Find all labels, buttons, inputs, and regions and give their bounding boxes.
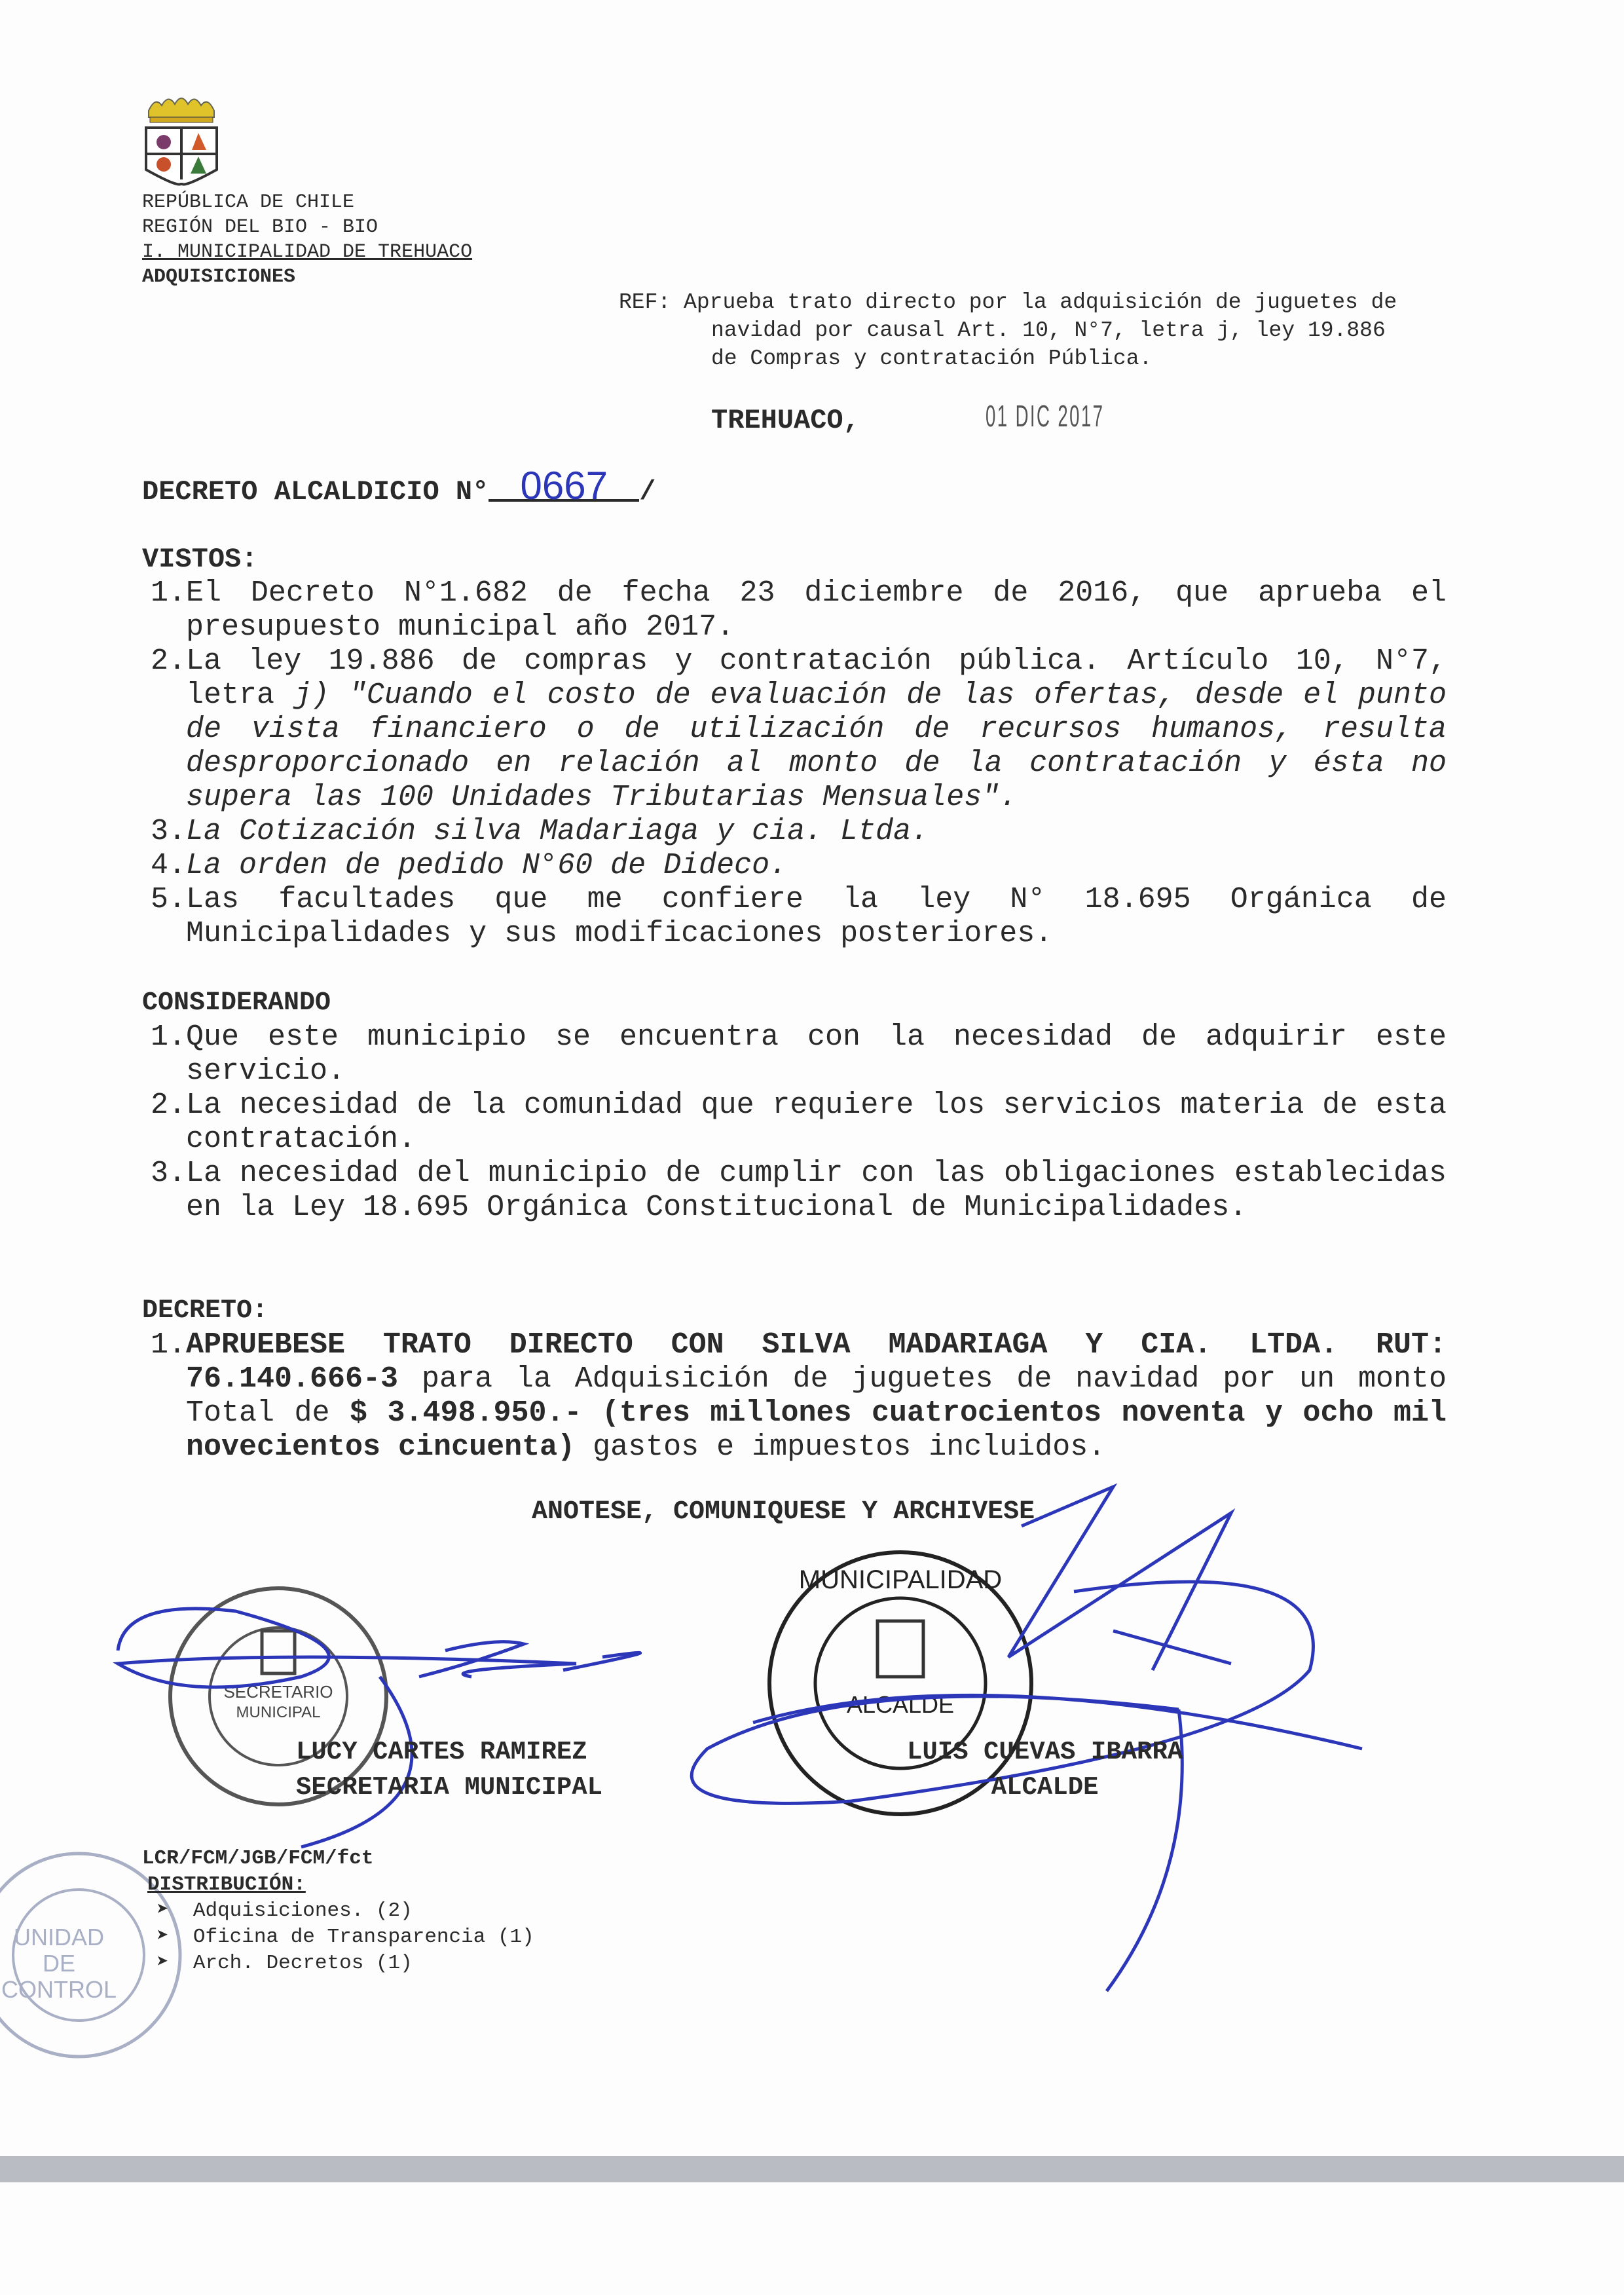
distribution-item-text: Oficina de Transparencia (1) [193, 1926, 534, 1949]
item-number: 5. [150, 883, 186, 916]
item-text: gastos e impuestos incluidos. [575, 1430, 1106, 1464]
list-item [142, 1157, 1504, 1225]
distribution-block [142, 1846, 534, 1977]
secretary-signature [105, 1572, 733, 1847]
secretary-name: LUCY CARTES RAMIREZ [296, 1738, 587, 1766]
decreto-section [142, 1294, 1504, 1465]
considerando-title: CONSIDERANDO [142, 988, 331, 1018]
decree-suffix: / [639, 476, 656, 508]
svg-text:SECRETARIO: SECRETARIO [223, 1682, 333, 1702]
mayor-name: LUIS CUEVAS IBARRA [907, 1738, 1183, 1766]
arrow-bullet-icon: ➤ [157, 1952, 193, 1975]
item-number: 2. [150, 1089, 186, 1122]
item-number: 3. [150, 815, 186, 848]
decree-number-handwritten: 0667 [489, 473, 639, 502]
item-number: 2. [150, 644, 186, 678]
ref-label: REF: [619, 290, 671, 314]
mayor-role: ALCALDE [991, 1773, 1099, 1802]
distribution-item-text: Arch. Decretos (1) [193, 1952, 413, 1975]
vistos-section [142, 542, 1504, 951]
item-number: 1. [150, 1328, 186, 1362]
item-text: para la Adquisición de juguetes de navidad por un monto Total de [186, 1362, 1447, 1430]
decree-label: DECRETO ALCALDICIO N° [142, 476, 489, 508]
distribution-item [142, 1898, 534, 1924]
vistos-title: VISTOS: [142, 544, 258, 575]
svg-text:MUNICIPALIDAD: MUNICIPALIDAD [798, 1565, 1003, 1594]
item-number: 1. [150, 1020, 186, 1054]
ref-line: Aprueba trato directo por la adquisición de juguetes de [684, 290, 1397, 314]
municipal-crest-logo [142, 91, 221, 186]
closing-formula: ANOTESE, COMUNIQUESE Y ARCHIVESE [532, 1497, 1035, 1527]
item-text: La orden de pedido N°60 de Dideco. [186, 849, 788, 882]
list-item [142, 1089, 1504, 1157]
distribution-item [142, 1950, 534, 1977]
item-text: Las facultades que me confiere la ley N° 18.695 Orgánica de Municipalidades y sus modificaciones posteriores. [186, 883, 1447, 950]
item-text: La necesidad del municipio de cumplir con las obligaciones establecidas en la Ley 18.695 Orgánica Constitucional de Municipalidades. [186, 1157, 1447, 1224]
considerando-section [142, 986, 1504, 1225]
item-number: 4. [150, 849, 186, 882]
distribution-item [142, 1924, 534, 1950]
svg-text:UNIDAD: UNIDAD [13, 1924, 105, 1950]
scan-edge-band [0, 2156, 1624, 2182]
list-item [142, 1328, 1504, 1465]
date-stamp: 01 DIC 2017 [986, 399, 1105, 433]
item-text: El Decreto N°1.682 de fecha 23 diciembre de 2016, que aprueba el presupuesto municipal año 2017. [186, 576, 1447, 644]
list-item [142, 1020, 1504, 1089]
secretary-signature-block [296, 1734, 602, 1805]
item-quote: j) "Cuando el costo de evaluación de las ofertas, desde el punto de vista financiero o de utilización de recursos humanos, resulta desproporcionado en relación al monto de la contratación y ésta no supera las 100 Unidades Tributarias Mensuales". [186, 679, 1447, 814]
arrow-bullet-icon: ➤ [157, 1899, 193, 1922]
ref-line: navidad por causal Art. 10, N°7, letra j, ley 19.886 [711, 318, 1386, 343]
decree-amount: $ 3.498.950.- (tres millones cuatrocientos noventa y ocho mil novecientos cincuenta) [186, 1396, 1447, 1464]
initials: LCR/FCM/JGB/FCM/fct [142, 1847, 374, 1870]
item-text: La Cotización silva Madariaga y cia. Ltda. [186, 815, 929, 848]
header-department: ADQUISICIONES [142, 266, 296, 288]
header-region: REGIÓN DEL BIO - BIO [142, 216, 378, 238]
list-item [142, 576, 1504, 644]
issuer-header [142, 190, 472, 289]
ref-line: de Compras y contratación Pública. [711, 346, 1153, 371]
place-label: TREHUACO, [711, 405, 860, 436]
svg-text:ALCALDE: ALCALDE [846, 1691, 955, 1718]
svg-text:MUNICIPAL: MUNICIPAL [236, 1704, 321, 1721]
arrow-bullet-icon: ➤ [157, 1926, 193, 1949]
item-text: Que este municipio se encuentra con la necesidad de adquirir este servicio. [186, 1020, 1447, 1088]
decreto-title: DECRETO: [142, 1296, 268, 1326]
decree-number-line [142, 464, 656, 508]
decree-approval: APRUEBESE TRATO DIRECTO CON SILVA MADARIAGA Y CIA. LTDA. RUT: 76.140.666-3 [186, 1328, 1447, 1396]
distribution-item-text: Adquisiciones. (2) [193, 1899, 413, 1922]
list-item [142, 644, 1504, 815]
header-country: REPÚBLICA DE CHILE [142, 191, 355, 214]
mayor-signature-block [907, 1734, 1183, 1805]
svg-text:DE: DE [42, 1950, 76, 1977]
header-municipality: I. MUNICIPALIDAD DE TREHUACO [142, 241, 473, 263]
item-number: 3. [150, 1157, 186, 1190]
list-item [142, 815, 1504, 849]
item-text: La ley 19.886 de compras y contratación pública. Artículo 10, N°7, letra [186, 644, 1447, 712]
item-text: La necesidad de la comunidad que requiere los servicios materia de esta contratación. [186, 1089, 1447, 1156]
list-item [142, 883, 1504, 951]
list-item [142, 849, 1504, 883]
item-number: 1. [150, 576, 186, 610]
reference-block [619, 288, 1397, 373]
svg-text:CONTROL: CONTROL [1, 1976, 117, 2003]
distribution-title: DISTRIBUCIÓN: [147, 1873, 306, 1896]
secretary-role: SECRETARIA MUNICIPAL [296, 1773, 603, 1802]
